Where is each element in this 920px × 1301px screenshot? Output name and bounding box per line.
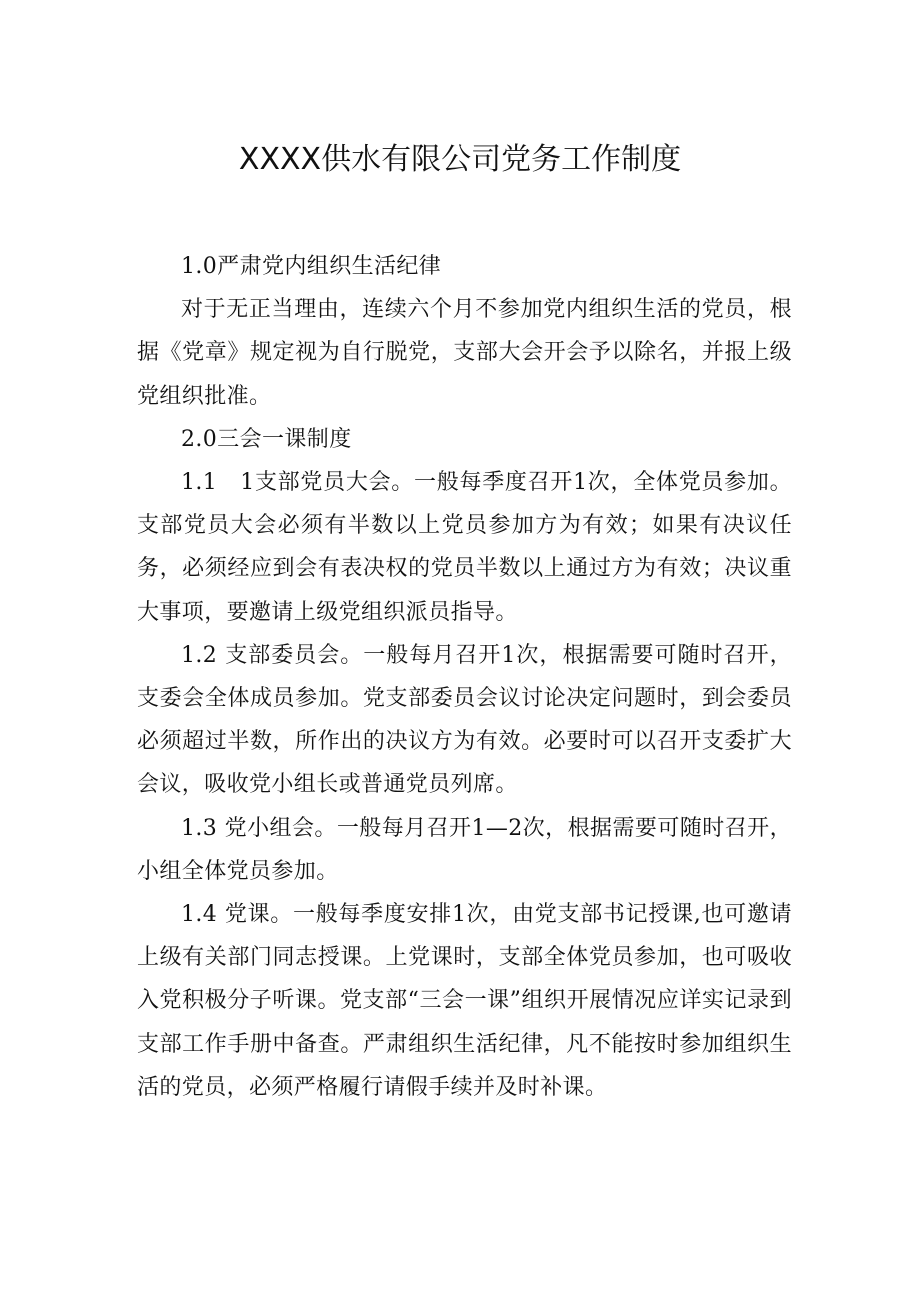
paragraph-party-member-meeting: 1.1 1支部党员大会。一般每季度召开1次，全体党员参加。支部党员大会必须有半数以上党员参加方为有效；如果有决议任务，必须经应到会有表决权的党员半数以上通过方为有效；决议重大事项，要邀请上级党组织派员指导。 bbox=[137, 470, 792, 625]
paragraph-branch-committee: 1.2 支部委员会。一般每月召开1次，根据需要可随时召开，支委会全体成员参加。党支部委员会议讨论决定问题时，到会委员必须超过半数，所作出的决议方为有效。必要时可以召开支委扩大会议，吸收党小组长或普通党员列席。 bbox=[137, 642, 792, 798]
document-title: XXXX供水有限公司党务工作制度 bbox=[238, 142, 682, 177]
section-heading-2: 2.0三会一课制度 bbox=[181, 426, 352, 452]
document-body bbox=[137, 245, 792, 1109]
paragraph-party-lecture: 1.4 党课。一般每季度安排1次，由党支部书记授课,也可邀请上级有关部门同志授课。上党课时，支部全体党员参加，也可吸收入党积极分子听课。党支部“三会一课”组织开展情况应详实记录到支部工作手册中备查。严肃组织生活纪律，凡不能按时参加组织生活的党员，必须严格履行请假手续并及时补课。 bbox=[137, 902, 792, 1100]
paragraph-discipline: 对于无正当理由，连续六个月不参加党内组织生活的党员，根据《党章》规定视为自行脱党，支部大会开会予以除名，并报上级党组织批准。 bbox=[137, 297, 792, 409]
section-heading-1: 1.0严肃党内组织生活纪律 bbox=[181, 254, 442, 279]
paragraph-party-group-meeting: 1.3 党小组会。一般每月召开1—2次，根据需要可随时召开，小组全体党员参加。 bbox=[137, 815, 792, 884]
